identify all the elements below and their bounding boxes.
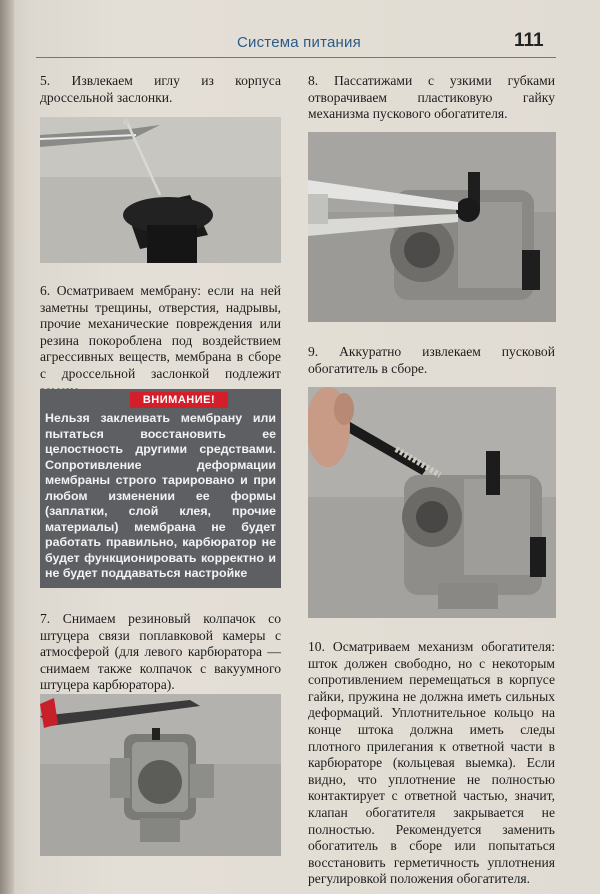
plastic-nut-illustration: [308, 132, 556, 322]
page-number: 111: [514, 30, 544, 51]
step-7-text: 7. Снимаем резиновый колпачок со штуцера связи поплавковой камеры с атмосферой (для левого карбюратора — снимаем также колпачок с вакуумного штуцера карбюратора).: [40, 611, 281, 693]
warning-title: ВНИМАНИЕ!: [130, 392, 228, 408]
warning-box: [40, 389, 281, 588]
step-6-text: 6. Осматриваем мембрану: если на ней заметны трещины, отверстия, надрывы, прочие механические повреждения или резина покороблена под воздействием агрессивных веществ, мембрана в сборе с дроссельной заслонкой подлежит: [40, 283, 281, 381]
section-title: Система питания: [237, 34, 361, 51]
book-spine: [0, 0, 14, 894]
starter-enricher-illustration: [308, 387, 556, 618]
photo-plastic-nut: [308, 132, 556, 322]
step-8-text: 8. Пассатижами с узкими губками отворачиваем пластиковую гайку механизма пускового обогатителя.: [308, 73, 555, 122]
rubber-cap-illustration: [40, 694, 281, 856]
photo-throttle-needle: [40, 117, 281, 263]
photo-rubber-cap: [40, 694, 281, 856]
step-9-text: 9. Аккуратно извлекаем пусковой обогатитель в сборе.: [308, 344, 555, 376]
header-rule: [36, 57, 556, 58]
throttle-needle-illustration: [40, 117, 281, 263]
photo-starter-enricher: [308, 387, 556, 618]
step-10-text: 10. Осматриваем механизм обогатителя: шток должен свободно, но с некоторым сопротивлением перемещаться в корпусе гайки, пружина не должна иметь сильных деформаций. Уплотнительное кольцо на конце штока должна иметь следы плотного прилегания к ответной части в карбюраторе (кольцевая выемка). Если видно, что уплотнение не полностью контактирует с ответной частью, значит, клапан обогатителя закрывается не полностью. Рекомендуется заменить обогатитель в сборе или попытаться восстановить герметичность уплотнения регулировкой положения обогатителя.: [308, 639, 555, 887]
warning-text: Нельзя заклеивать мембрану или пытаться восстановить ее целостность другими средствами. Сопротивление деформации мембраны строго тарировано и при любом изменении ее формы (заплатки, слой клея, прочие материалы) мембрана не будет работать правильно, карбюратор не будет функционировать корректно и не будет поддаваться настройке: [45, 411, 276, 580]
step-5-text: 5. Извлекаем иглу из корпуса дроссельной заслонки.: [40, 73, 281, 105]
